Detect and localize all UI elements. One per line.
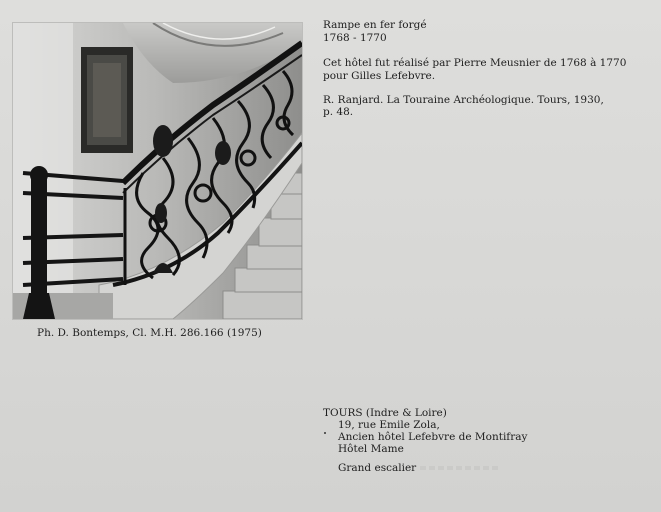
erased-text-mark [420, 466, 498, 470]
reference-line-1: R. Ranjard. La Touraine Archéologique. Tours, 1930, [323, 94, 604, 106]
description-line-1: Cet hôtel fut réalisé par Pierre Meusnier de 1768 à 1770 [323, 57, 627, 69]
subject-title: Rampe en fer forgé [323, 19, 427, 31]
subject-dates: 1768 - 1770 [323, 32, 387, 44]
bullet-dot-icon [324, 432, 326, 434]
location-city: TOURS (Indre & Loire) [323, 407, 447, 419]
description-line-2: pour Gilles Lefebvre. [323, 70, 436, 82]
staircase-photo-drawing [13, 23, 302, 319]
photo-caption: Ph. D. Bontemps, Cl. M.H. 286.166 (1975) [37, 327, 262, 339]
reference-line-2: p. 48. [323, 106, 354, 118]
location-current-name: Hôtel Mame [338, 443, 404, 455]
location-subject: Grand escalier [338, 462, 417, 474]
staircase-photo [13, 23, 302, 319]
location-former-name: Ancien hôtel Lefebvre de Montifray [338, 431, 528, 443]
location-address: 19, rue Emile Zola, [338, 419, 440, 431]
